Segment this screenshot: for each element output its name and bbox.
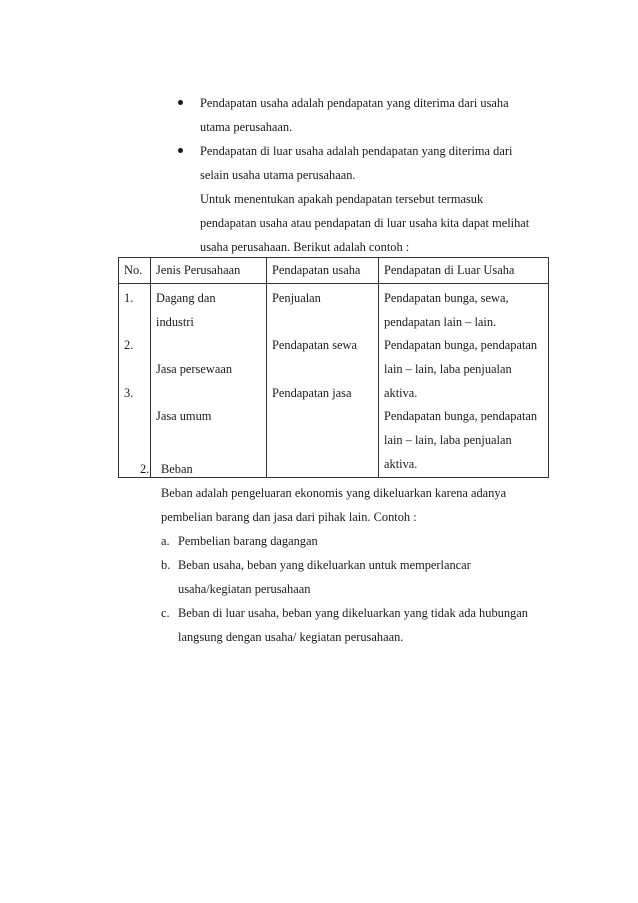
cell-line: Pendapatan bunga, pendapatan: [384, 338, 538, 353]
header-pendapatan-usaha: Pendapatan usaha: [267, 258, 379, 284]
bullet-1-line-2: utama perusahaan.: [200, 120, 293, 134]
cell-luar-usaha: [379, 284, 549, 478]
cell-line: Pendapatan sewa: [272, 338, 357, 353]
cell-line: [272, 311, 373, 335]
cell-line: Pendapatan jasa: [272, 385, 352, 400]
cell-line: Penjualan: [272, 291, 321, 305]
cell-line: [272, 358, 373, 382]
list-item-c-line-1: Beban di luar usaha, beban yang dikeluarkan yang tidak ada hubungan: [178, 606, 528, 620]
section-paragraph-line-2: pembelian barang dan jasa dari pihak lain. Contoh :: [161, 510, 417, 524]
section-paragraph-line-1: Beban adalah pengeluaran ekonomis yang dikeluarkan karena adanya: [161, 486, 507, 500]
section-number: 2.: [140, 462, 150, 476]
list-item-a-line-1: Pembelian barang dagangan: [178, 534, 318, 548]
cell-jenis: [151, 284, 267, 478]
cell-line: Pendapatan bunga, pendapatan: [384, 409, 538, 424]
cell-no: [119, 284, 151, 478]
cell-line: 1.: [124, 291, 134, 305]
list-item-letter-b: b.: [161, 558, 171, 572]
list-item-letter-a: a.: [161, 534, 170, 548]
bullet-icon: [178, 148, 183, 153]
list-item-b-line-2: usaha/kegiatan perusahaan: [178, 582, 311, 596]
intro-line-2: pendapatan usaha atau pendapatan di luar usaha kita dapat melihat: [200, 216, 530, 230]
cell-line: Dagang dan: [156, 291, 216, 305]
intro-line-1: Untuk menentukan apakah pendapatan tersebut termasuk: [200, 192, 484, 206]
header-pendapatan-luar-usaha: Pendapatan di Luar Usaha: [379, 258, 549, 284]
cell-line: aktiva.: [384, 456, 418, 471]
cell-line: Jasa umum: [156, 409, 212, 424]
intro-line-3: usaha perusahaan. Berikut adalah contoh :: [200, 240, 410, 254]
bullet-2-line-2: selain usaha utama perusahaan.: [200, 168, 356, 182]
cell-line: [156, 334, 261, 358]
section-title: Beban: [161, 462, 193, 476]
cell-line: aktiva.: [384, 385, 418, 400]
cell-line: 3.: [124, 385, 134, 400]
bullet-1-line-1: Pendapatan usaha adalah pendapatan yang diterima dari usaha: [200, 96, 509, 110]
cell-usaha: [267, 284, 379, 478]
cell-line: pendapatan lain – lain.: [384, 314, 497, 329]
table-header-row: [119, 258, 549, 284]
cell-line: lain – lain, laba penjualan: [384, 433, 512, 448]
list-item-b-line-1: Beban usaha, beban yang dikeluarkan untuk memperlancar: [178, 558, 471, 572]
cell-line: [124, 311, 145, 335]
table-row: [119, 284, 549, 478]
cell-line: [124, 358, 145, 382]
income-table: [118, 257, 549, 478]
cell-line: Jasa persewaan: [156, 362, 233, 377]
cell-line: lain – lain, laba penjualan: [384, 362, 512, 377]
cell-line: Pendapatan bunga, sewa,: [384, 291, 509, 305]
list-item-letter-c: c.: [161, 606, 170, 620]
cell-line: industri: [156, 314, 194, 329]
cell-line: 2.: [124, 338, 134, 353]
list-item-c-line-2: langsung dengan usaha/ kegiatan perusahaan.: [178, 630, 404, 644]
header-jenis-perusahaan: Jenis Perusahaan: [151, 258, 267, 284]
bullet-2-line-1: Pendapatan di luar usaha adalah pendapatan yang diterima dari: [200, 144, 513, 158]
bullet-icon: [178, 100, 183, 105]
cell-line: [156, 382, 261, 406]
header-no: No.: [119, 258, 151, 284]
